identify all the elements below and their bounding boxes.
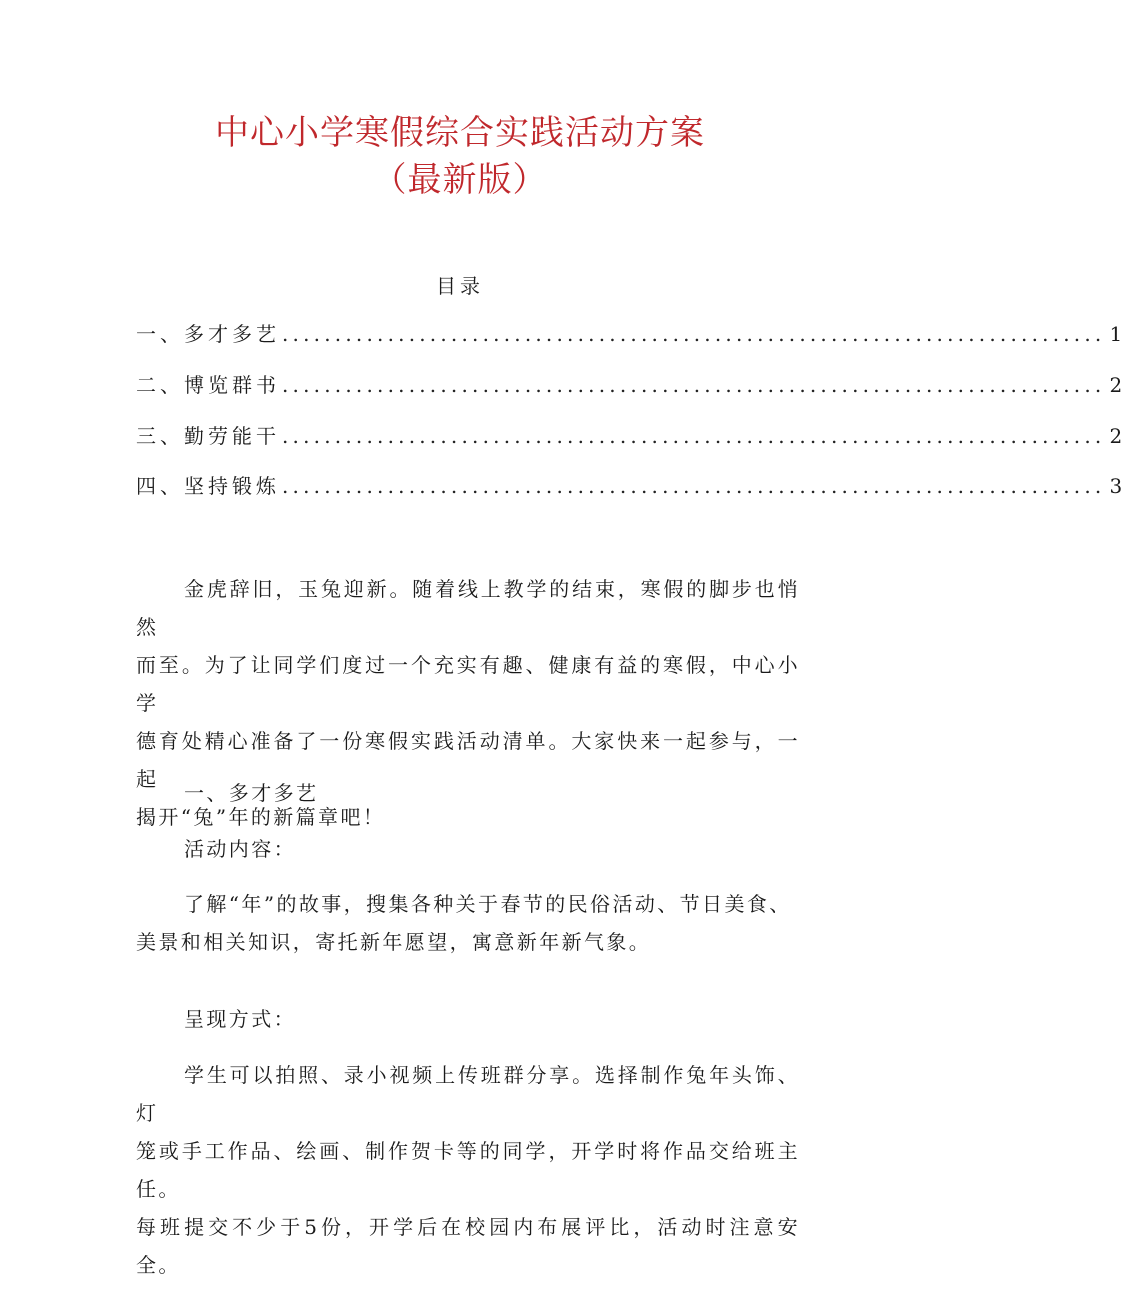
toc-entry-page: 3	[1109, 474, 1122, 498]
section-heading: 一、多才多艺	[184, 781, 319, 805]
paragraph-line: 而至。为了让同学们度过一个充实有趣、健康有益的寒假，中心小学	[136, 653, 800, 715]
toc-entry-label: 二、博览群书	[136, 373, 280, 397]
toc-dot-leader: ..............................................................................	[282, 373, 1106, 397]
toc-entry-page: 2	[1109, 424, 1122, 448]
toc-heading: 目录	[436, 274, 484, 298]
presentation-paragraph	[136, 1056, 800, 1284]
paragraph-line: 了解“年”的故事，搜集各种关于春节的民俗活动、节日美食、	[184, 892, 792, 916]
paragraph-line: 学生可以拍照、录小视频上传班群分享。选择制作兔年头饰、灯	[136, 1063, 800, 1125]
toc-entry[interactable]	[136, 420, 1122, 450]
paragraph-line: 揭开“兔”年的新篇章吧！	[136, 805, 386, 829]
toc-dot-leader: ..............................................................................	[282, 474, 1106, 498]
toc-entry[interactable]	[136, 470, 1122, 500]
toc-entry-label: 三、勤劳能干	[136, 424, 280, 448]
paragraph-line: 每班提交不少于5份，开学后在校园内布展评比，活动时注意安全。	[136, 1215, 800, 1277]
toc-dot-leader: ..............................................................................	[282, 424, 1106, 448]
paragraph-line: 金虎辞旧，玉兔迎新。随着线上教学的结束，寒假的脚步也悄然	[136, 577, 800, 639]
paragraph-line: 美景和相关知识，寄托新年愿望，寓意新年新气象。	[136, 930, 652, 954]
presentation-label: 呈现方式：	[184, 1007, 296, 1031]
toc-entry-label: 四、坚持锻炼	[136, 474, 280, 498]
toc-entry-page: 1	[1109, 322, 1122, 346]
toc-entry[interactable]	[136, 369, 1122, 399]
paragraph-line: 笼或手工作品、绘画、制作贺卡等的同学，开学时将作品交给班主任。	[136, 1139, 800, 1201]
document-subtitle: （最新版）	[372, 160, 548, 200]
toc-entry-label: 一、多才多艺	[136, 322, 280, 346]
activity-label: 活动内容：	[184, 837, 296, 861]
paragraph-line: 德育处精心准备了一份寒假实践活动清单。大家快来一起参与，一起	[136, 729, 800, 791]
document-title: 中心小学寒假综合实践活动方案	[215, 113, 705, 153]
activity-paragraph	[136, 885, 800, 961]
toc-entry[interactable]	[136, 318, 1122, 348]
toc-entry-page: 2	[1109, 373, 1122, 397]
toc-dot-leader: ..............................................................................	[282, 322, 1106, 346]
